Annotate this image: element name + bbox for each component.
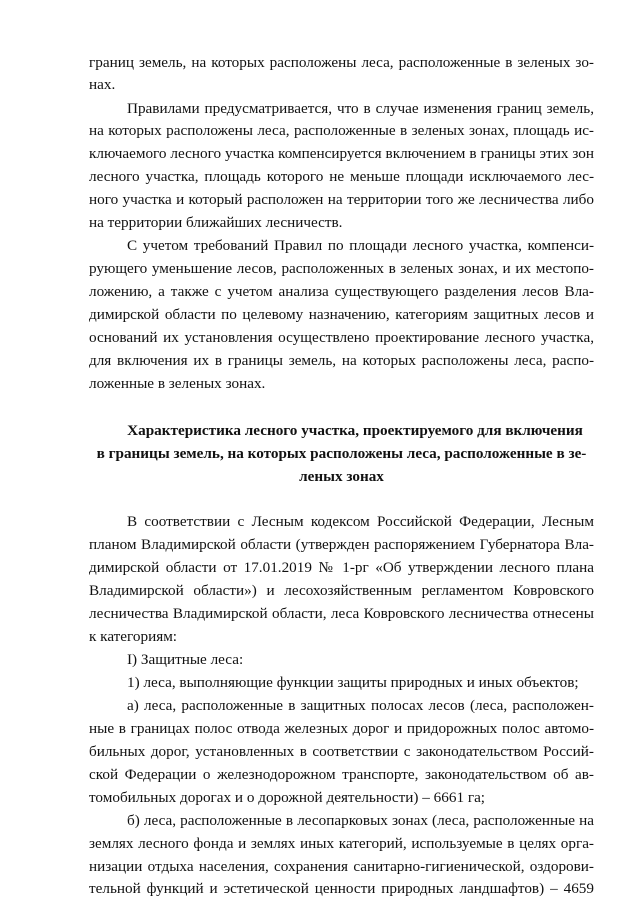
paragraph-line: ложенные в зеленых зонах. <box>89 375 266 392</box>
paragraph-line: С учетом требований Правил по площади лесного участка, компенси- <box>127 237 594 254</box>
paragraph-line: ключаемого лесного участка компенсируется включением в границы этих зон <box>89 145 594 162</box>
paragraph-line: димирской области от 17.01.2019 № 1-рг «Об утверждении лесного плана <box>89 559 594 576</box>
section-heading-line: Характеристика лесного участка, проектируемого для включения <box>127 422 583 439</box>
paragraph-line: ложению, а также с учетом анализа существующего разделения лесов Вла- <box>89 283 594 300</box>
paragraph-line: ного участка и который расположен на территории того же лесничества либо <box>89 191 594 208</box>
list-item: 1) леса, выполняющие функции защиты природных и иных объектов; <box>127 674 579 691</box>
paragraph-line: границ земель, на которых расположены леса, расположенные в зеленых зо- <box>89 54 594 71</box>
paragraph-line: В соответствии с Лесным кодексом Российской Федерации, Лесным <box>127 513 594 530</box>
section-heading-line: в границы земель, на которых расположены леса, расположенные в зе- <box>96 445 587 462</box>
list-item-line: бильных дорог, установленных в соответствии с законодательством Россий- <box>89 743 594 760</box>
list-item-line: ные в границах полос отвода железных дорог и придорожных полос автомо- <box>89 720 594 737</box>
section-heading-line: леных зонах <box>299 468 384 485</box>
paragraph-line: рующего уменьшение лесов, расположенных в зеленых зонах, и их местопо- <box>89 260 594 277</box>
list-item-line: а) леса, расположенные в защитных полосах лесов (леса, расположен- <box>127 697 594 714</box>
list-item-line: ской Федерации о железнодорожном транспорте, законодательством об ав- <box>89 766 594 783</box>
paragraph-line: лесничества Владимирской области, леса Ковровского лесничества отнесены <box>89 605 594 622</box>
paragraph-line: димирской области по целевому назначению, категориям защитных лесов и <box>89 306 594 323</box>
paragraph-line: на территории ближайших лесничеств. <box>89 214 343 231</box>
list-item-line: б) леса, расположенные в лесопарковых зонах (леса, расположенные на <box>127 812 594 829</box>
paragraph-line: Владимирской области») и лесохозяйственным регламентом Ковровского <box>89 582 594 599</box>
paragraph-line: к категориям: <box>89 628 178 645</box>
paragraph-line: для включения их в границы земель, на которых расположены леса, распо- <box>89 352 594 369</box>
list-item-line: томобильных дорогах и о дорожной деятельности) – 6661 га; <box>89 789 486 806</box>
paragraph-line: Правилами предусматривается, что в случае изменения границ земель, <box>127 100 594 117</box>
list-item-line: низации отдыха населения, сохранения санитарно-гигиенической, оздорови- <box>89 858 594 875</box>
list-item: I) Защитные леса: <box>127 651 244 668</box>
paragraph-line: на которых расположены леса, расположенные в зеленых зонах, площадь ис- <box>89 122 594 139</box>
list-item-line: землях лесного фонда и землях иных категорий, используемые в целях орга- <box>89 835 594 852</box>
paragraph-line: лесного участка, площадь которого не меньше площади исключаемого лес- <box>89 168 594 185</box>
paragraph-line: нах. <box>89 76 116 93</box>
paragraph-line: оснований их установления осуществлено проектирование лесного участка, <box>89 329 594 346</box>
paragraph-line: планом Владимирской области (утвержден распоряжением Губернатора Вла- <box>89 536 594 553</box>
list-item-line: тельной функций и эстетической ценности природных ландшафтов) – 4659 <box>89 880 594 897</box>
